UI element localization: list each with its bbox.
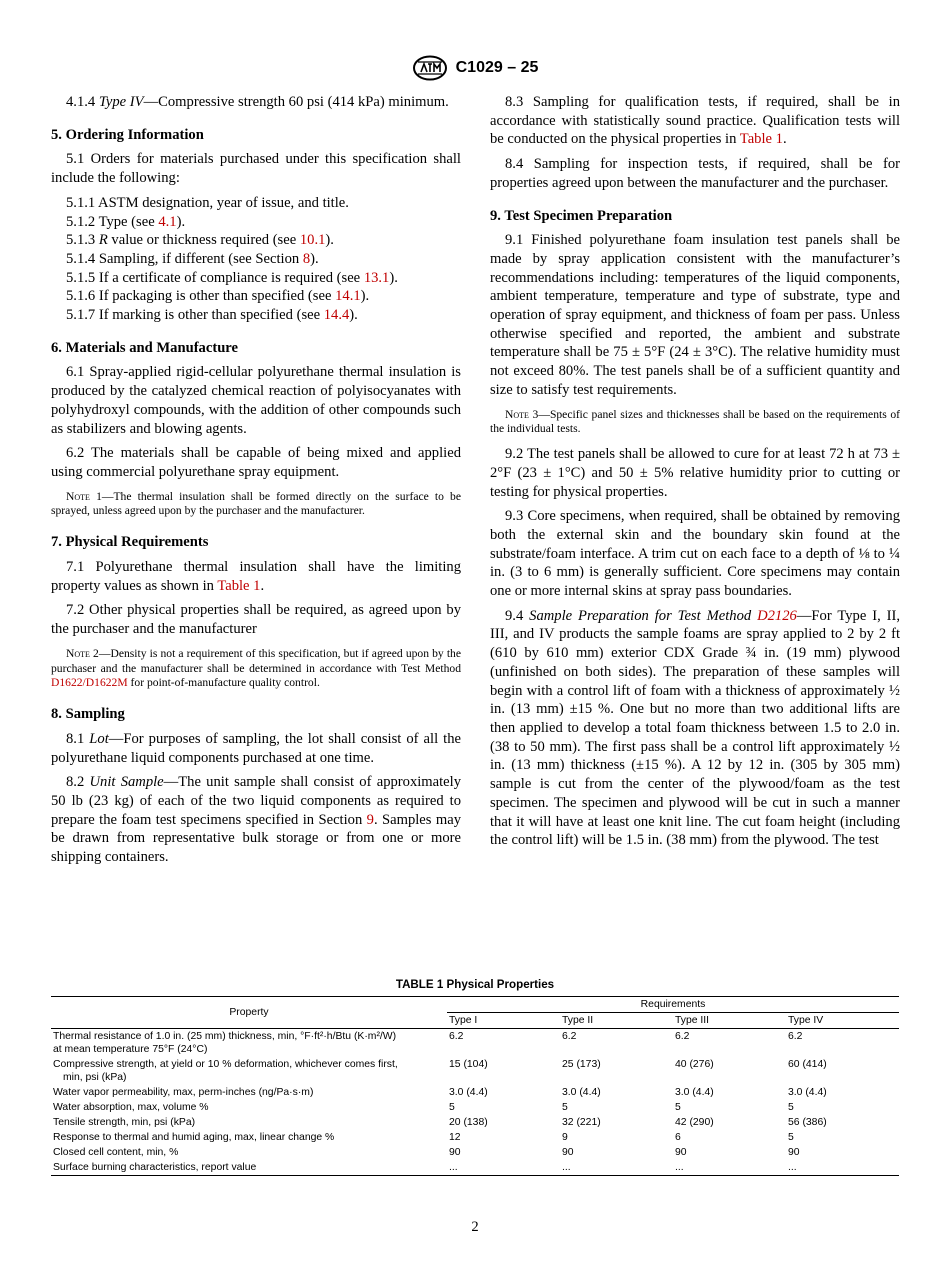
value-cell: 5 xyxy=(788,1102,794,1113)
property-cell: Surface burning characteristics, report value xyxy=(53,1162,257,1173)
xref-link[interactable]: 13.1 xyxy=(363,269,390,286)
text: Thermal resistance of 1.0 in. (25 mm) thickness, min, °F·ft²·h/Btu (K·m²/W) xyxy=(53,1031,397,1042)
type-header: Type IV xyxy=(788,1015,824,1026)
value-cell: 90 xyxy=(788,1147,800,1158)
text: at mean temperature 75°F (24°C) xyxy=(53,1044,208,1055)
xref-link[interactable]: 14.4 xyxy=(323,307,350,324)
table-1 xyxy=(51,978,899,1176)
text: 8.1 xyxy=(66,730,90,747)
xref-link[interactable]: Table 1 xyxy=(217,577,261,594)
text: ). xyxy=(310,250,319,267)
note-label: Note xyxy=(66,489,90,503)
xref-link[interactable]: 4.1 xyxy=(158,213,177,230)
paragraph-6-1: 6.1 Spray-applied rigid-cellular polyurethane thermal insulation is produced by the catalyzed chemical reaction of polyisocyanates with polyhydroxyl compounds, with the addition of other compounds such as stabilizers and blowing agents. xyxy=(51,364,461,437)
property-cell: Water vapor permeability, max, perm-inches (ng/Pa·s·m) xyxy=(53,1087,314,1098)
value-cell: 25 (173) xyxy=(562,1059,601,1070)
page-header xyxy=(0,55,950,81)
text: Lot xyxy=(89,730,109,747)
text: ). xyxy=(176,213,186,230)
value-cell: 9 xyxy=(562,1132,568,1143)
left-column xyxy=(51,93,461,873)
text: 4.1.4 xyxy=(66,94,99,110)
section-heading-8: 8. Sampling xyxy=(51,706,125,723)
value-cell: 6.2 xyxy=(675,1031,690,1042)
text: for point-of-manufacture quality control. xyxy=(127,676,320,690)
xref-link[interactable]: 8 xyxy=(302,250,311,267)
property-cell xyxy=(51,1057,447,1085)
value-cell: 60 (414) xyxy=(788,1059,827,1070)
value-cell: 20 (138) xyxy=(449,1117,488,1128)
value-cell: 5 xyxy=(449,1102,455,1113)
text: . xyxy=(782,131,787,148)
paragraph-8-4: 8.4 Sampling for inspection tests, if required, shall be for properties agreed upon between the manufacturer and the purchaser. xyxy=(490,156,900,191)
value-cell: 3.0 (4.4) xyxy=(675,1087,714,1098)
requirements-header: Requirements xyxy=(447,997,899,1013)
text: 8.3 Sampling for qualification tests, if required, shall be in accordance with statistically sound practice. Qualification tests will be conducted on the physical properties in xyxy=(490,94,900,148)
property-cell: Closed cell content, min, % xyxy=(53,1147,179,1158)
value-cell: 40 (276) xyxy=(675,1059,714,1070)
text: 5.1.6 If packaging is other than specified (see xyxy=(66,288,336,305)
value-cell: 90 xyxy=(449,1147,461,1158)
section-heading-9: 9. Test Specimen Preparation xyxy=(490,207,673,224)
property-header: Property xyxy=(51,997,447,1029)
section-heading-6: 6. Materials and Manufacture xyxy=(51,339,238,356)
value-cell: 5 xyxy=(562,1102,568,1113)
text: —Compressive strength 60 psi (414 kPa) minimum. xyxy=(143,94,449,110)
text: value or thickness required (see xyxy=(107,232,300,249)
value-cell: 56 (386) xyxy=(788,1117,827,1128)
list-item-5-1-5 xyxy=(51,269,461,288)
list-item-5-1-6 xyxy=(51,287,461,306)
text: 8.2 xyxy=(66,774,90,791)
value-cell: ... xyxy=(449,1162,458,1173)
xref-link[interactable]: D2126 xyxy=(757,607,797,624)
value-cell: ... xyxy=(562,1162,571,1173)
table-row xyxy=(51,1029,899,1058)
paragraph-7-1 xyxy=(51,558,461,595)
list-item-5-1-3 xyxy=(51,231,461,250)
value-cell: 6.2 xyxy=(449,1031,464,1042)
text: ). xyxy=(349,307,358,324)
page-number: 2 xyxy=(471,1219,479,1235)
property-cell: Response to thermal and humid aging, max, linear change % xyxy=(53,1132,335,1143)
table-row xyxy=(51,1160,899,1176)
value-cell: 3.0 (4.4) xyxy=(449,1087,488,1098)
xref-link[interactable]: D1622/D1622M xyxy=(51,676,128,690)
astm-logo-icon xyxy=(412,55,448,81)
value-cell: 6.2 xyxy=(788,1031,803,1042)
text: Compressive strength, at yield or 10 % deformation, whichever comes first, xyxy=(53,1059,398,1070)
paragraph-6-2: 6.2 The materials shall be capable of being mixed and applied using commercial polyurethane spray equipment. xyxy=(51,445,461,480)
value-cell: 15 (104) xyxy=(449,1059,488,1070)
paragraph-9-1: 9.1 Finished polyurethane foam insulation test panels shall be made by spray application consistent with the manufacturer’s recommendations including: temperatures of the liquid components, ambient temperature, temperature and type of substrate, type and operation of spray equipment, and thickness of foam per pass. Unless otherwise specified and reported, the ambient and substrate temperature shall be 75 ± 5°F (24 ± 3°C). The relative humidity must not exceed 80%. The test panels shall be of a sufficient quantity and size to satisfy test requirements. xyxy=(490,232,900,398)
table-row xyxy=(51,1100,899,1115)
value-cell: 6 xyxy=(675,1132,681,1143)
value-cell: ... xyxy=(675,1162,684,1173)
text: —For purposes of sampling, the lot shall consist of all the polyurethane liquid components purchased at one time. xyxy=(51,730,461,766)
text: ). xyxy=(325,232,334,249)
value-cell: 3.0 (4.4) xyxy=(562,1087,601,1098)
text: Type IV xyxy=(98,94,144,110)
text: R xyxy=(98,232,108,249)
xref-link[interactable]: Table 1 xyxy=(739,131,783,148)
table-row xyxy=(51,1085,899,1100)
property-cell: Water absorption, max, volume % xyxy=(53,1102,209,1113)
type-header: Type III xyxy=(675,1015,710,1026)
paragraph-8-2 xyxy=(51,773,461,867)
value-cell: 90 xyxy=(675,1147,687,1158)
text: 5.1.2 Type (see xyxy=(66,213,159,230)
table-row xyxy=(51,1145,899,1160)
value-cell: ... xyxy=(788,1162,797,1173)
value-cell: 12 xyxy=(449,1132,461,1143)
right-column xyxy=(490,93,900,856)
text: 9.4 xyxy=(505,607,530,624)
paragraph-8-3 xyxy=(490,93,900,149)
paragraph-9-3: 9.3 Core specimens, when required, shall be obtained by removing both the external skin and the boundary skin found at the substrate/foam interface. A trim cut on each face to a depth of ⅛ to ¼ in. (3 to 6 mm) is generally sufficient. Core specimens may contain one or more internal skins at spray pass boundaries. xyxy=(490,508,900,600)
text: 5.1.7 If marking is other than specified (see xyxy=(66,307,324,324)
text: Sample Preparation for Test Method xyxy=(529,607,758,624)
table-row xyxy=(51,1130,899,1145)
table-header-row xyxy=(51,997,899,1013)
table-title: TABLE 1 Physical Properties xyxy=(395,978,555,991)
text: ). xyxy=(389,269,398,286)
paragraph-8-1 xyxy=(51,730,461,767)
note-label: Note xyxy=(505,407,529,421)
text: 7.1 Polyurethane thermal insulation shall have the limiting property values as shown in xyxy=(51,558,461,594)
section-heading-7: 7. Physical Requirements xyxy=(51,534,209,551)
value-cell: 5 xyxy=(788,1132,794,1143)
document-designation: C1029 – 25 xyxy=(455,59,539,76)
section-heading-5: 5. Ordering Information xyxy=(51,126,204,143)
type-header: Type I xyxy=(449,1015,478,1026)
physical-properties-table xyxy=(51,996,899,1176)
xref-link[interactable]: 9 xyxy=(366,811,374,828)
type-header: Type II xyxy=(562,1015,594,1026)
note-2 xyxy=(51,647,461,691)
paragraph-5-1: 5.1 Orders for materials purchased under this specification shall include the following: xyxy=(51,151,461,187)
text: ). xyxy=(360,288,370,305)
text: 3—Specific panel sizes and thicknesses shall be based on the requirements of the individual tests. xyxy=(490,407,900,436)
text: . xyxy=(260,577,265,594)
list-item-5-1-2 xyxy=(51,213,461,232)
value-cell: 32 (221) xyxy=(562,1117,601,1128)
table-row xyxy=(51,1115,899,1130)
note-1 xyxy=(51,490,461,520)
list-item-5-1-4 xyxy=(51,250,461,269)
text: 5.1.5 If a certificate of compliance is required (see xyxy=(66,269,364,286)
text: —The unit sample shall consist of approximately 50 lb (23 kg) of each of the two liquid components as required to prepare the foam test specimens specified in Section xyxy=(51,774,462,828)
text: . Samples may be drawn from representative bulk storage or from one or more shipping containers. xyxy=(51,811,461,866)
text: 1—The thermal insulation shall be formed directly on the surface to be sprayed, unless agreed upon by the purchaser and the manufacturer. xyxy=(51,489,461,518)
text: 5.1.3 xyxy=(66,232,99,249)
property-cell: Tensile strength, min, psi (kPa) xyxy=(53,1117,196,1128)
text: 5.1.4 Sampling, if different (see Section xyxy=(66,250,303,267)
text: Unit Sample xyxy=(89,774,164,791)
paragraph-9-4 xyxy=(490,607,900,850)
note-3 xyxy=(490,408,900,438)
table-row xyxy=(51,1057,899,1085)
list-item-5-1-1: 5.1.1 ASTM designation, year of issue, and title. xyxy=(66,194,349,211)
value-cell: 42 (290) xyxy=(675,1117,714,1128)
text: —For Type I, II, III, and IV products the sample foams are spray applied to 2 by 2 ft (610 by 610 mm) exterior CDX Grade ¾ in. (19 mm) plywood (unfinished on both sides). The preparation of these samples will begin with a control lift of foam with a thickness of approximately ½ in. (13 mm) ±15 %. One but no more than two additional lifts are then applied to develop a total foam thickness between 1.5 to 2.0 in. (38 to 50 mm). The first pass shall be a control lift approximately ½ in. (13 mm) thickness (±15 %). A 12 by 12 in. (305 by 305 mm) sample is cut from the center of the plywood/foam as the test specimen. The specimen and plywood will be cut in such a manner that it will have at least one knit line. The cut foam height (including the control lift) will be 1.5 in. (38 mm) from the plywood. The test xyxy=(490,607,900,849)
value-cell: 3.0 (4.4) xyxy=(788,1087,827,1098)
list-item-5-1-7 xyxy=(51,306,461,325)
xref-link[interactable]: 10.1 xyxy=(299,232,326,249)
text: 2—Density is not a requirement of this specification, but if agreed upon by the purchaser and the manufacturer shall be determined in accordance with Test Method xyxy=(51,646,461,675)
value-cell: 90 xyxy=(562,1147,574,1158)
paragraph-9-2: 9.2 The test panels shall be allowed to cure for at least 72 h at 73 ± 2°F (23 ± 1°C) and 50 ± 5% relative humidity prior to cutting or testing for physical properties. xyxy=(490,446,900,500)
paragraph-7-2: 7.2 Other physical properties shall be required, as agreed upon by the purchaser and the manufacturer xyxy=(51,602,461,638)
note-label: Note xyxy=(66,646,90,660)
xref-link[interactable]: 14.1 xyxy=(335,288,361,305)
property-cell xyxy=(51,1029,447,1058)
value-cell: 5 xyxy=(675,1102,681,1113)
text xyxy=(529,608,797,624)
value-cell: 6.2 xyxy=(562,1031,577,1042)
text: min, psi (kPa) xyxy=(63,1072,127,1083)
paragraph-4-1-4 xyxy=(51,93,461,112)
